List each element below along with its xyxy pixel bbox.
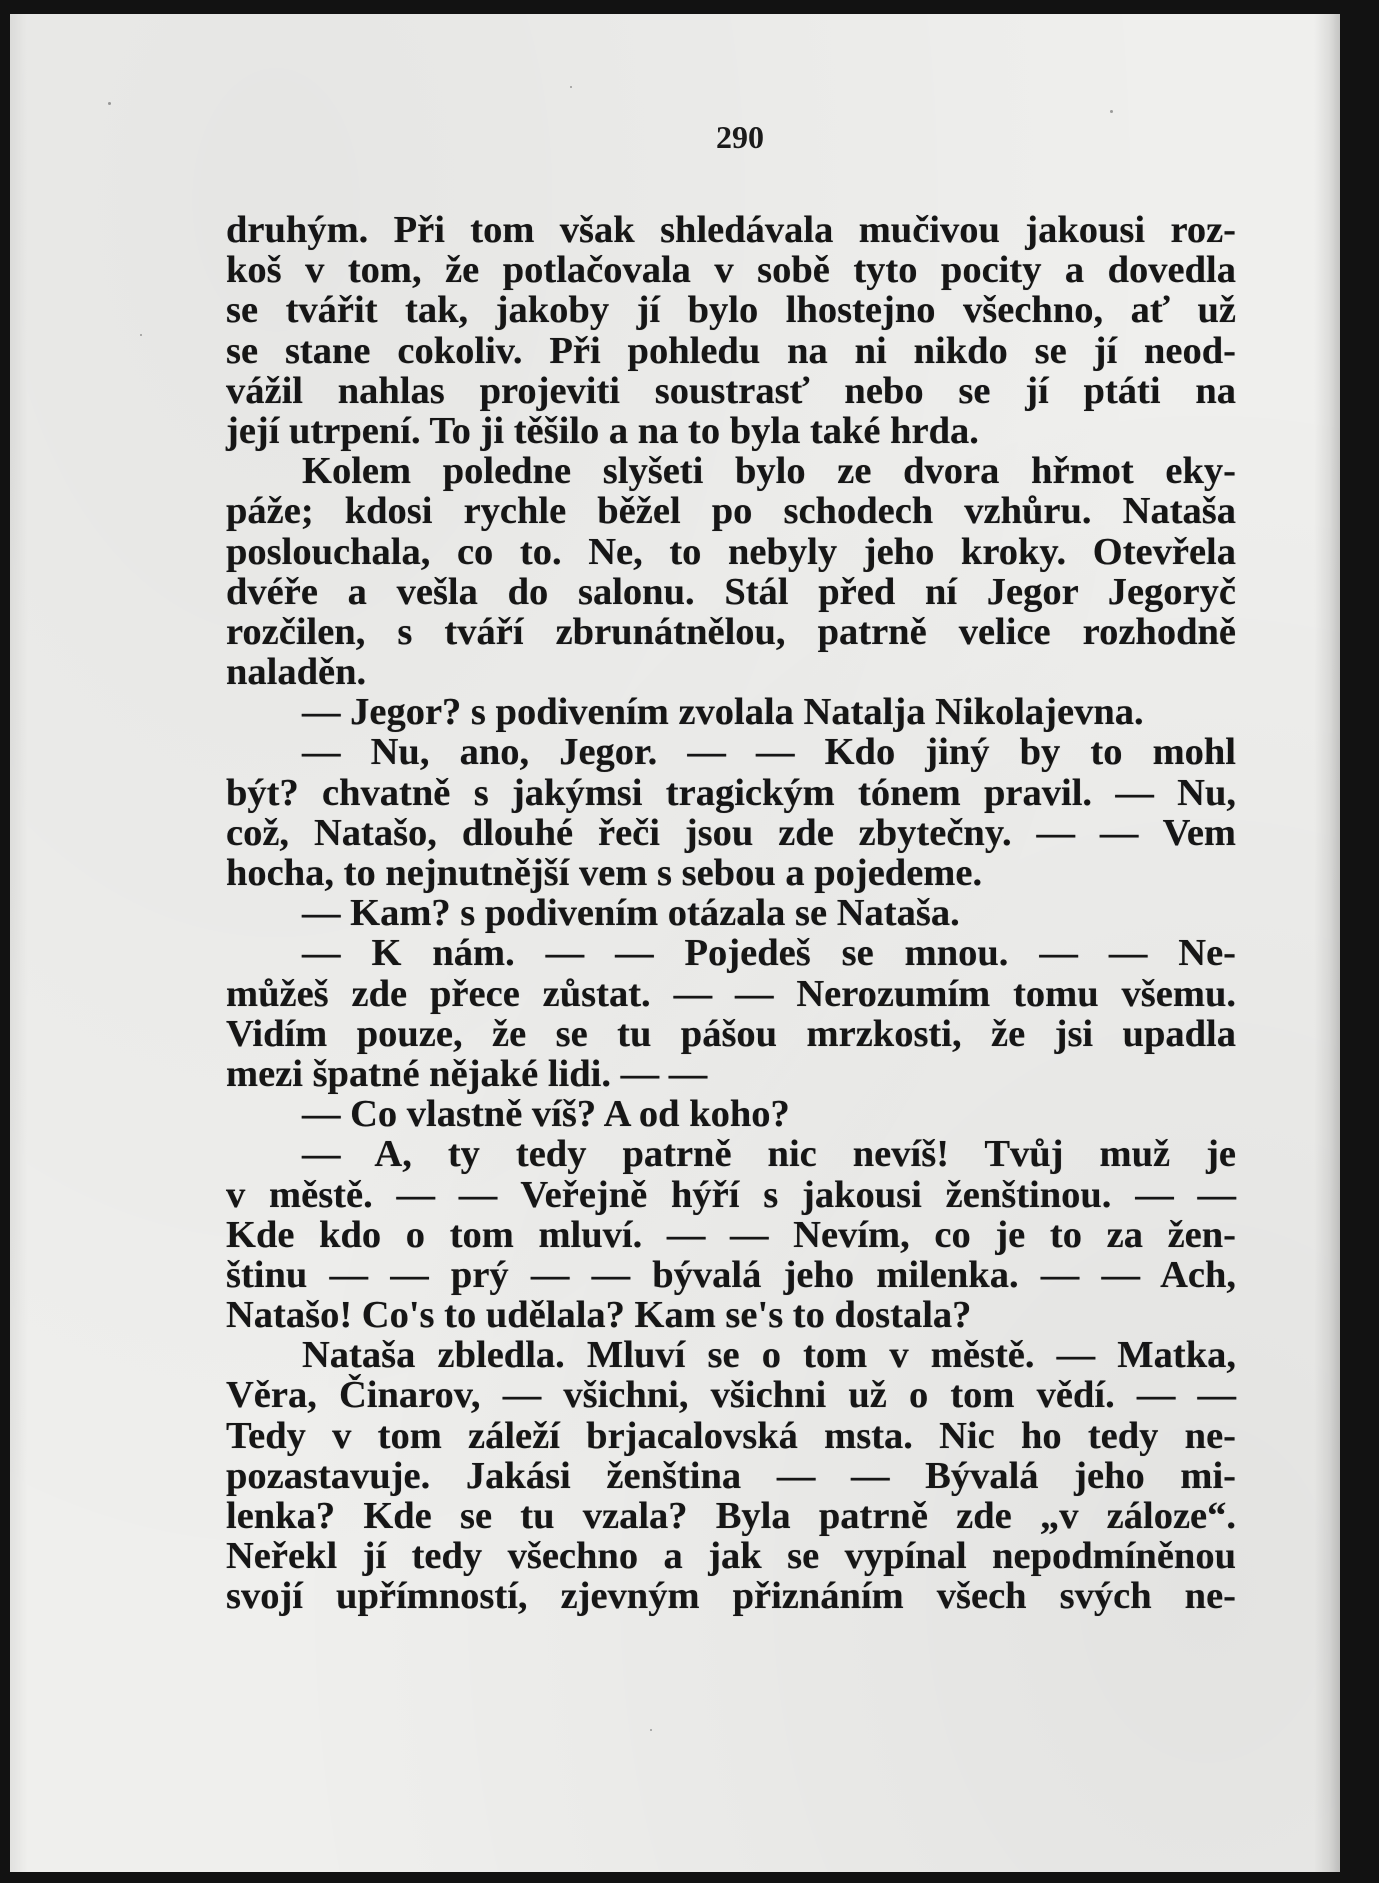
text-line: poslouchala, co to. Ne, to nebyly jeho kroky. Otevřela [226,530,1236,573]
body-text [226,210,1236,1617]
text-line: koš v tom, že potlačovala v sobě tyto pocity a dovedla [226,249,1236,292]
text-line: páže; kdosi rychle běžel po schodech vzhůru. Nataša [226,490,1236,533]
paper-speck [650,1729,652,1731]
text-line: Vidím pouze, že se tu pášou mrzkosti, že jsi upadla [226,1012,1236,1055]
book-page [10,14,1340,1872]
paper-speck [140,334,142,336]
page-number: 290 [716,119,764,155]
text-line: — A, ty tedy patrně nic nevíš! Tvůj muž je [302,1133,1236,1176]
text-line: Kolem poledne slyšeti bylo ze dvora hřmot eky- [302,450,1236,493]
text-line: — Jegor? s podivením zvolala Natalja Nikolajevna. [302,691,1144,734]
text-line: Neřekl jí tedy všechno a jak se vypínal nepodmíněnou [226,1535,1236,1578]
paper-speck [108,102,111,105]
text-line: mezi špatné nějaké lidi. — — [226,1052,708,1095]
text-line: být? chvatně s jakýmsi tragickým tónem pravil. — Nu, [226,771,1236,814]
text-line: naladěn. [226,651,367,694]
text-line: se stane cokoliv. Při pohledu na ni nikdo se jí neod- [226,329,1236,372]
text-line: Nataša zbledla. Mluví se o tom v městě. — Matka, [302,1334,1236,1377]
page-shadow-edge [1314,14,1340,1872]
text-line: hocha, to nejnutnější vem s sebou a pojedeme. [226,852,983,894]
paper-speck [1110,110,1113,113]
text-line: Tedy v tom záleží brjacalovská msta. Nic ho tedy ne- [226,1414,1236,1457]
text-line: dvéře a vešla do salonu. Stál před ní Jegor Jegoryč [226,570,1236,613]
text-line: štinu — — prý — — bývalá jeho milenka. — — Ach, [226,1253,1236,1296]
text-line: — Nu, ano, Jegor. — — Kdo jiný by to mohl [302,731,1236,774]
text-line: rozčilen, s tváří zbrunátnělou, patrně velice rozhodně [226,610,1236,653]
text-line: — K nám. — — Pojedeš se mnou. — — Ne- [302,932,1236,975]
text-line: Věra, Činarov, — všichni, všichni už o tom vědí. — — [226,1374,1236,1417]
text-line: což, Natašo, dlouhé řeči jsou zde zbytečny. — — Vem [226,811,1236,854]
text-line: Natašo! Co's to udělala? Kam se's to dostala? [226,1294,972,1337]
text-line: pozastavuje. Jakási ženština — — Bývalá jeho mi- [226,1454,1236,1497]
text-line: — Co vlastně víš? A od koho? [302,1093,790,1136]
paper-speck [570,86,572,88]
text-line: se tvářit tak, jakoby jí bylo lhostejno všechno, ať už [226,289,1236,332]
text-line: svojí upřímností, zjevným přiznáním všech svých ne- [226,1575,1236,1618]
text-line: její utrpení. To ji těšilo a na to byla také hrda. [226,409,979,452]
text-line: druhým. Při tom však shledávala mučivou jakousi roz- [226,209,1236,251]
text-line: — Kam? s podivením otázala se Nataša. [302,892,960,935]
text-line: vážil nahlas projeviti soustrasť nebo se jí ptáti na [226,369,1236,412]
text-line: lenka? Kde se tu vzala? Byla patrně zde „v záloze“. [226,1495,1236,1537]
text-line: Kde kdo o tom mluví. — — Nevím, co je to za žen- [226,1213,1236,1256]
text-line: v městě. — — Veřejně hýří s jakousi ženštinou. — — [226,1173,1236,1216]
text-line: můžeš zde přece zůstat. — — Nerozumím tomu všemu. [226,972,1236,1015]
